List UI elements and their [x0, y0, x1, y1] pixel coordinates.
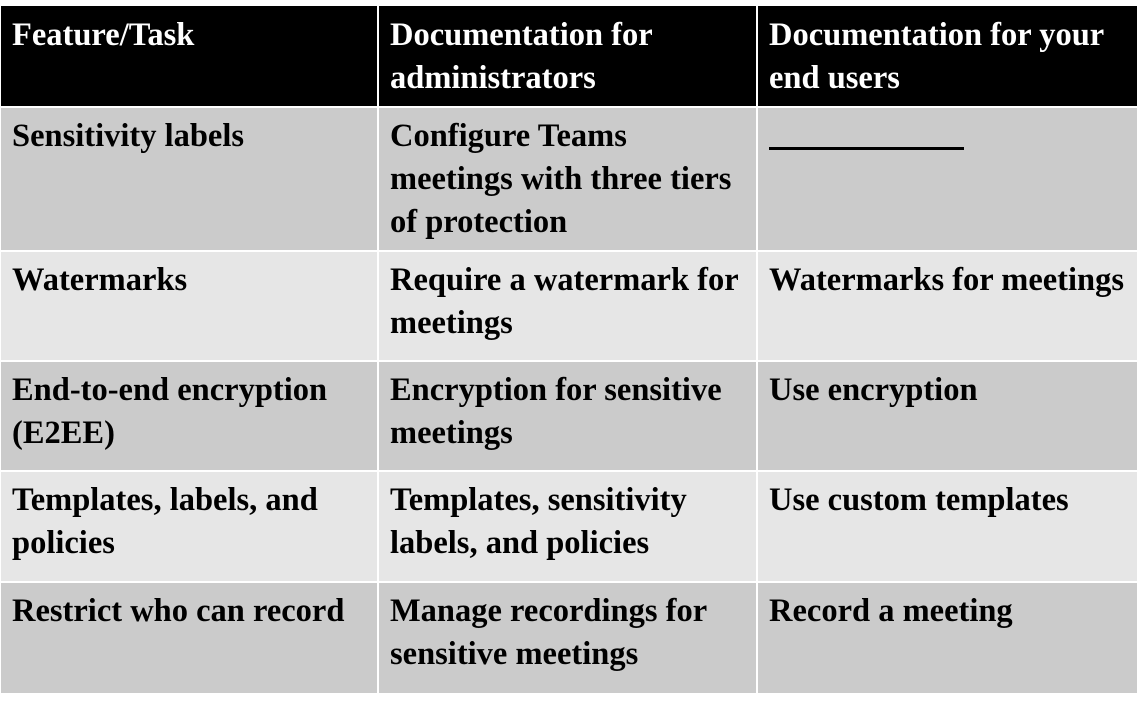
- table-body: [1, 107, 1137, 693]
- cell-admin-docs: Manage recordings for sensitive meetings: [378, 582, 757, 693]
- cell-feature: Watermarks: [1, 251, 378, 361]
- table-row: [1, 471, 1137, 582]
- fill-in-blank-line: [769, 117, 964, 150]
- header-user-docs: Documentation for your end users: [757, 6, 1137, 107]
- cell-admin-docs: Templates, sensitivity labels, and policies: [378, 471, 757, 582]
- table-row: [1, 251, 1137, 361]
- table-row: [1, 582, 1137, 693]
- header-row: [1, 6, 1137, 107]
- cell-admin-docs: Configure Teams meetings with three tiers of protection: [378, 107, 757, 251]
- header-admin-docs: Documentation for administrators: [378, 6, 757, 107]
- cell-feature: Sensitivity labels: [1, 107, 378, 251]
- cell-user-docs: Use custom templates: [757, 471, 1137, 582]
- cell-feature: End-to-end encryption (E2EE): [1, 361, 378, 471]
- cell-feature: Restrict who can record: [1, 582, 378, 693]
- cell-user-docs: Record a meeting: [757, 582, 1137, 693]
- cell-user-docs-blank: [757, 107, 1137, 251]
- cell-user-docs: Use encryption: [757, 361, 1137, 471]
- header-feature-task: Feature/Task: [1, 6, 378, 107]
- table-row: [1, 107, 1137, 251]
- cell-admin-docs: Encryption for sensitive meetings: [378, 361, 757, 471]
- cell-user-docs: Watermarks for meetings: [757, 251, 1137, 361]
- cell-feature: Templates, labels, and policies: [1, 471, 378, 582]
- cell-admin-docs: Require a watermark for meetings: [378, 251, 757, 361]
- table-row: [1, 361, 1137, 471]
- documentation-table: [1, 6, 1137, 693]
- table-header: [1, 6, 1137, 107]
